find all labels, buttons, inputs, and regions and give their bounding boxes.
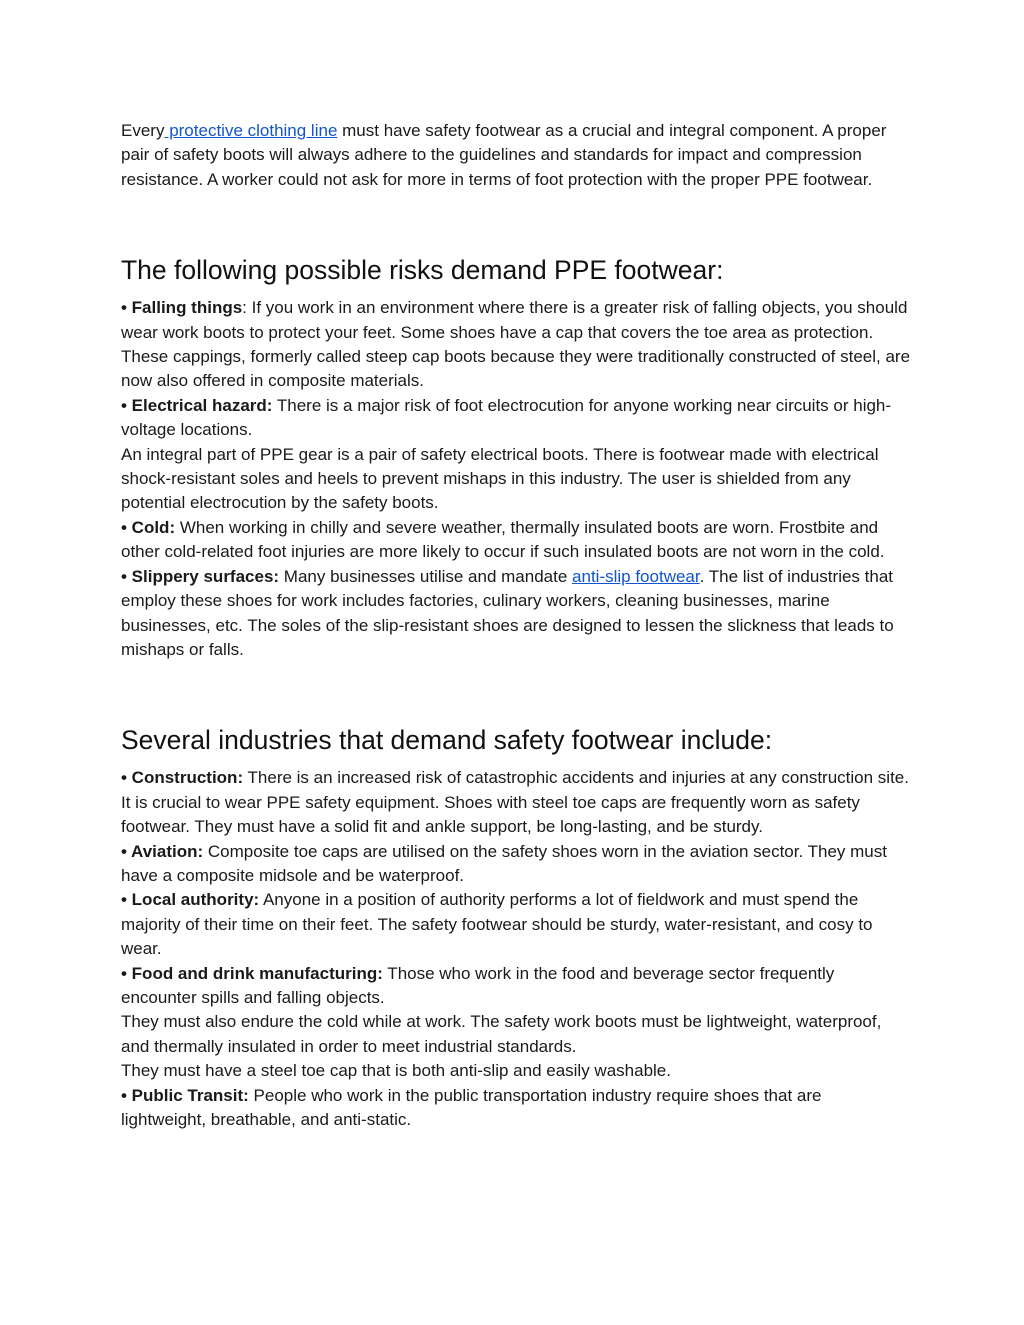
industries-list — [121, 766, 911, 1132]
intro-text-pre: Every — [121, 121, 165, 140]
industry-aviation — [121, 840, 911, 889]
industry-public-transit — [121, 1084, 911, 1133]
industry-food-extra-1: They must also endure the cold while at work. The safety work boots must be lightweight, waterproof, and thermally insulated in order to meet industrial standards. — [121, 1012, 882, 1056]
risk-electrical-hazard-text: There is a major risk of foot electrocution for anyone working near circuits or high-voltage locations. — [121, 395, 892, 440]
risk-electrical-extra: An integral part of PPE gear is a pair of safety electrical boots. There is footwear made with electrical shock-resistant soles and heels to prevent mishaps in this industry. The user is shielded from any potential electrocution by the safety boots. — [121, 444, 879, 513]
industry-construction — [121, 766, 911, 839]
intro-text-post: must have safety footwear as a crucial and integral component. A proper pair of safety boots will always adhere to the guidelines and standards for impact and compression resistance. A worker could not ask for more in terms of foot protection with the proper PPE footwear. — [121, 121, 887, 189]
industry-food-drink — [121, 962, 911, 1011]
risk-slippery-text-pre: Many businesses utilise and mandate — [279, 566, 573, 586]
industry-construction-label: • Construction: — [121, 768, 244, 788]
risks-list — [121, 296, 911, 662]
industry-public-transit-label: • Public Transit: — [121, 1085, 249, 1105]
industry-local-authority — [121, 888, 911, 961]
industry-local-authority-label: • Local authority: — [121, 890, 260, 910]
industries-heading: Several industries that demand safety footwear include: — [121, 725, 773, 756]
risk-falling-things-label: • Falling things — [121, 298, 243, 318]
risk-electrical-hazard-label: • Electrical hazard: — [121, 395, 273, 415]
industry-public-transit-text: People who work in the public transportation industry require shoes that are lightweight, breathable, and anti-static. — [121, 1085, 822, 1129]
risks-heading: The following possible risks demand PPE footwear: — [121, 255, 724, 286]
risk-electrical-hazard — [121, 394, 911, 443]
industry-food-drink-text: Those who work in the food and beverage sector frequently encounter spills and falling objects. — [121, 963, 835, 1007]
industry-construction-text: There is an increased risk of catastrophic accidents and injuries at any construction site. It is crucial to wear PPE safety equipment. Shoes with steel toe caps are frequently worn as safety footwear. They must have a solid fit and ankle support, be long-lasting, and be sturdy. — [121, 768, 909, 837]
industry-aviation-label: • Aviation: — [121, 841, 204, 861]
risk-cold-text: When working in chilly and severe weather, thermally insulated boots are worn. Frostbite and other cold-related foot injuries are more likely to occur if such insulated boots are not worn in the cold. — [121, 517, 885, 562]
risk-slippery-surfaces-label: • Slippery surfaces: — [121, 566, 280, 586]
risk-cold — [121, 516, 911, 565]
anti-slip-footwear-link[interactable]: anti-slip footwear — [572, 566, 700, 586]
intro-paragraph — [121, 119, 911, 192]
industry-aviation-text: Composite toe caps are utilised on the safety shoes worn in the aviation sector. They must have a composite midsole and be waterproof. — [121, 841, 887, 885]
risk-cold-label: • Cold: — [121, 517, 176, 537]
risk-falling-things-text: : If you work in an environment where there is a greater risk of falling objects, you should wear work boots to protect your feet. Some shoes have a cap that covers the toe area as protection. These cappings, formerly called steep cap boots because they were traditionally constructed of steel, are now also offered in composite materials. — [121, 298, 911, 391]
industry-food-drink-label: • Food and drink manufacturing: — [121, 963, 383, 983]
document-body — [121, 119, 911, 1132]
risk-slippery-surfaces — [121, 565, 911, 663]
protective-clothing-line-link[interactable]: protective clothing line — [164, 121, 338, 140]
risk-slippery-text-post: . The list of industries that employ these shoes for work includes factories, culinary workers, cleaning businesses, marine businesses, etc. The soles of the slip-resistant shoes are designed to lessen the slickness that leads to mishaps or falls. — [121, 566, 894, 659]
industry-local-authority-text: Anyone in a position of authority performs a lot of fieldwork and must spend the majority of their time on their feet. The safety footwear should be sturdy, water-resistant, and cosy to wear. — [121, 890, 873, 959]
industry-food-extra-2: They must have a steel toe cap that is both anti-slip and easily washable. — [121, 1061, 671, 1081]
risk-falling-things — [121, 296, 911, 394]
